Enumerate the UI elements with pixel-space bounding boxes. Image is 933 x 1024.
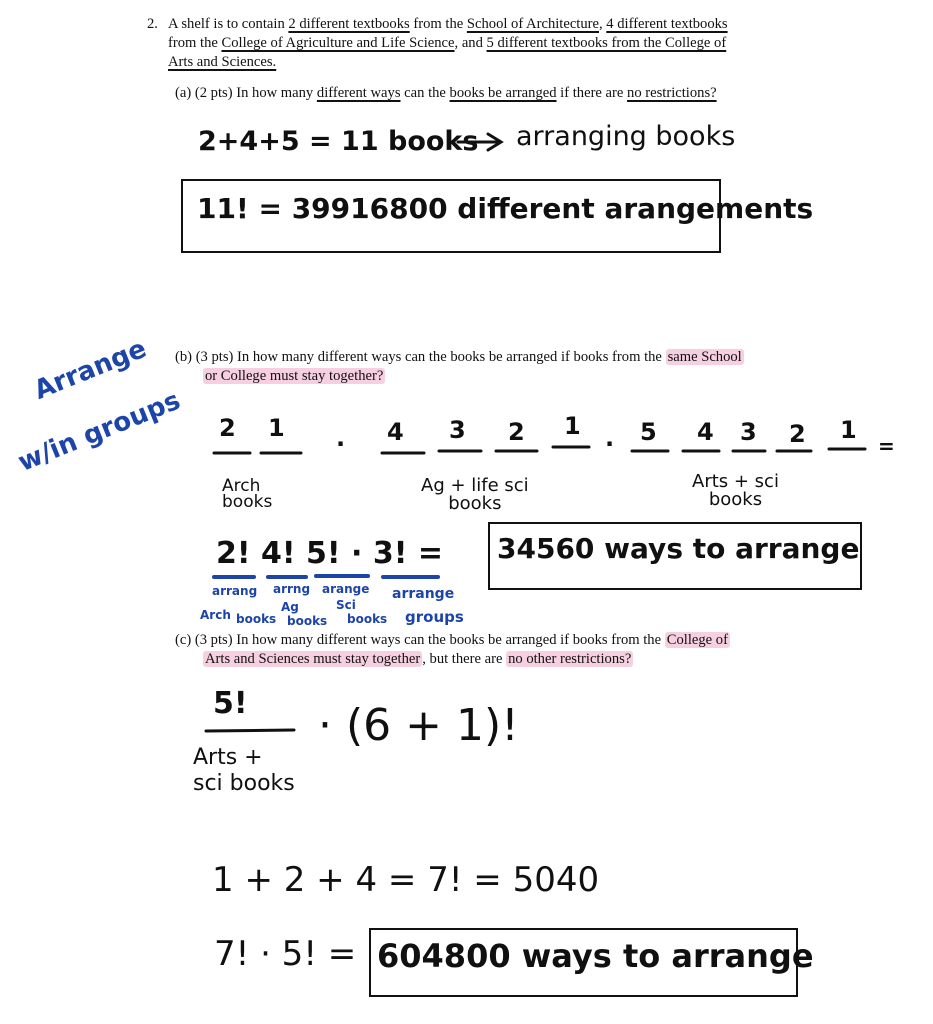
part-a-note: arranging books: [516, 121, 736, 152]
problem-intro-line3: Arts and Sciences.: [168, 54, 277, 70]
slot-arts-5: 1: [840, 416, 857, 444]
intro-text: from the: [168, 35, 222, 51]
part-label: (c): [175, 632, 192, 648]
dot-sep: ·: [336, 430, 346, 458]
slot-arts-4: 2: [789, 420, 806, 448]
part-label: (b): [175, 349, 193, 365]
intro-text: from the: [409, 16, 467, 32]
blue-sub-ag: Ag: [281, 600, 299, 614]
intro-underlined: 5 different textbooks from the College of: [486, 35, 727, 51]
question-text: if there are: [556, 85, 628, 101]
slot-lines: [214, 447, 865, 453]
margin-note-line2: w/in groups: [14, 385, 185, 478]
slot-arch-2: 1: [268, 414, 285, 442]
intro-underlined: School of Architecture: [466, 16, 599, 32]
part-b-question-line1: [175, 348, 744, 367]
part-b-question-line2: [203, 367, 385, 386]
blue-label-arange: arange: [322, 582, 370, 596]
equals-sign: =: [878, 434, 895, 458]
blue-label-arrange: arrange: [392, 586, 455, 602]
question-underlined: different ways: [316, 85, 401, 101]
part-points: (2 pts): [194, 85, 233, 101]
intro-text: A shelf is to contain: [168, 16, 289, 32]
blue-sub-arch: Arch: [200, 608, 231, 622]
part-points: (3 pts): [195, 349, 234, 365]
blue-label-arrng: arrng: [273, 582, 311, 596]
part-points: (3 pts): [194, 632, 233, 648]
part-c-question-line1: [175, 631, 730, 650]
blue-sub-books: books: [287, 614, 328, 628]
intro-underlined: College of Agriculture and Life Science: [221, 35, 455, 51]
part-a-sum: 2+4+5 = 11 books: [198, 126, 479, 157]
question-text: In how many different ways can the books be arranged if books from the: [236, 632, 662, 648]
fraction-denominator: Arts + sci books: [193, 745, 295, 796]
question-text: In how many: [236, 85, 317, 101]
slot-ag-2: 3: [449, 416, 466, 444]
blue-sub-books: books: [347, 612, 388, 626]
group-factorial: · (6 + 1)!: [318, 700, 519, 751]
part-a-answer: 11! = 39916800 different arangements: [197, 192, 814, 225]
question-highlight: College of: [666, 632, 728, 648]
question-underlined: books be arranged: [449, 85, 557, 101]
question-underlined: no restrictions?: [627, 85, 717, 101]
blue-sub-groups: groups: [405, 608, 464, 626]
blue-label-arrang: arrang: [212, 584, 258, 598]
problem-number: 2.: [147, 16, 158, 32]
slot-ag-1: 4: [387, 418, 404, 446]
fraction-numerator: 5!: [213, 686, 248, 721]
slot-arts-1: 5: [640, 418, 657, 446]
slot-arts-2: 4: [697, 418, 714, 446]
question-highlight: Arts and Sciences must stay together: [205, 651, 421, 667]
intro-underlined: 2 different textbooks: [288, 16, 410, 32]
blue-sub-sci: Sci: [336, 598, 356, 612]
intro-underlined: 4 different textbooks: [606, 16, 728, 32]
factorials-expression: 2! 4! 5! · 3! =: [216, 536, 443, 571]
question-text: , but there are: [422, 651, 507, 667]
part-label: (a): [175, 85, 192, 101]
part-a-question: [175, 84, 717, 103]
question-highlight: no other restrictions?: [508, 651, 632, 667]
intro-text: ,: [599, 16, 607, 32]
part-c-answer: 604800 ways to arrange: [377, 937, 814, 975]
slot-arts-3: 3: [740, 418, 757, 446]
label-arts-books: Arts + sci books: [692, 471, 779, 510]
part-c-sum: 1 + 2 + 4 = 7! = 5040: [212, 860, 600, 900]
question-text: In how many different ways can the books be arranged if books from the: [237, 349, 662, 365]
part-c-final-lhs: 7! · 5! =: [214, 934, 357, 974]
part-b-answer: 34560 ways to arrange: [497, 532, 860, 565]
fraction-bar: [206, 730, 294, 731]
problem-intro-line2: [168, 34, 726, 53]
question-highlight: or College must stay together?: [205, 368, 384, 384]
margin-note-line1: Arrange: [30, 333, 151, 406]
slot-ag-4: 1: [564, 412, 581, 440]
blue-sub-books: books: [236, 612, 277, 626]
dot-sep: ·: [605, 430, 615, 458]
slot-ag-3: 2: [508, 418, 525, 446]
slot-arch-1: 2: [219, 414, 236, 442]
label-arch-books: Arch books: [222, 476, 273, 512]
factorial-underlines: [214, 576, 438, 577]
label-ag-books: Ag + life sci books: [421, 475, 529, 514]
intro-text: , and: [454, 35, 487, 51]
question-highlight: same School: [667, 349, 742, 365]
question-text: can the: [400, 85, 450, 101]
problem-intro-line1: [168, 15, 728, 34]
part-c-question-line2: [203, 650, 633, 669]
